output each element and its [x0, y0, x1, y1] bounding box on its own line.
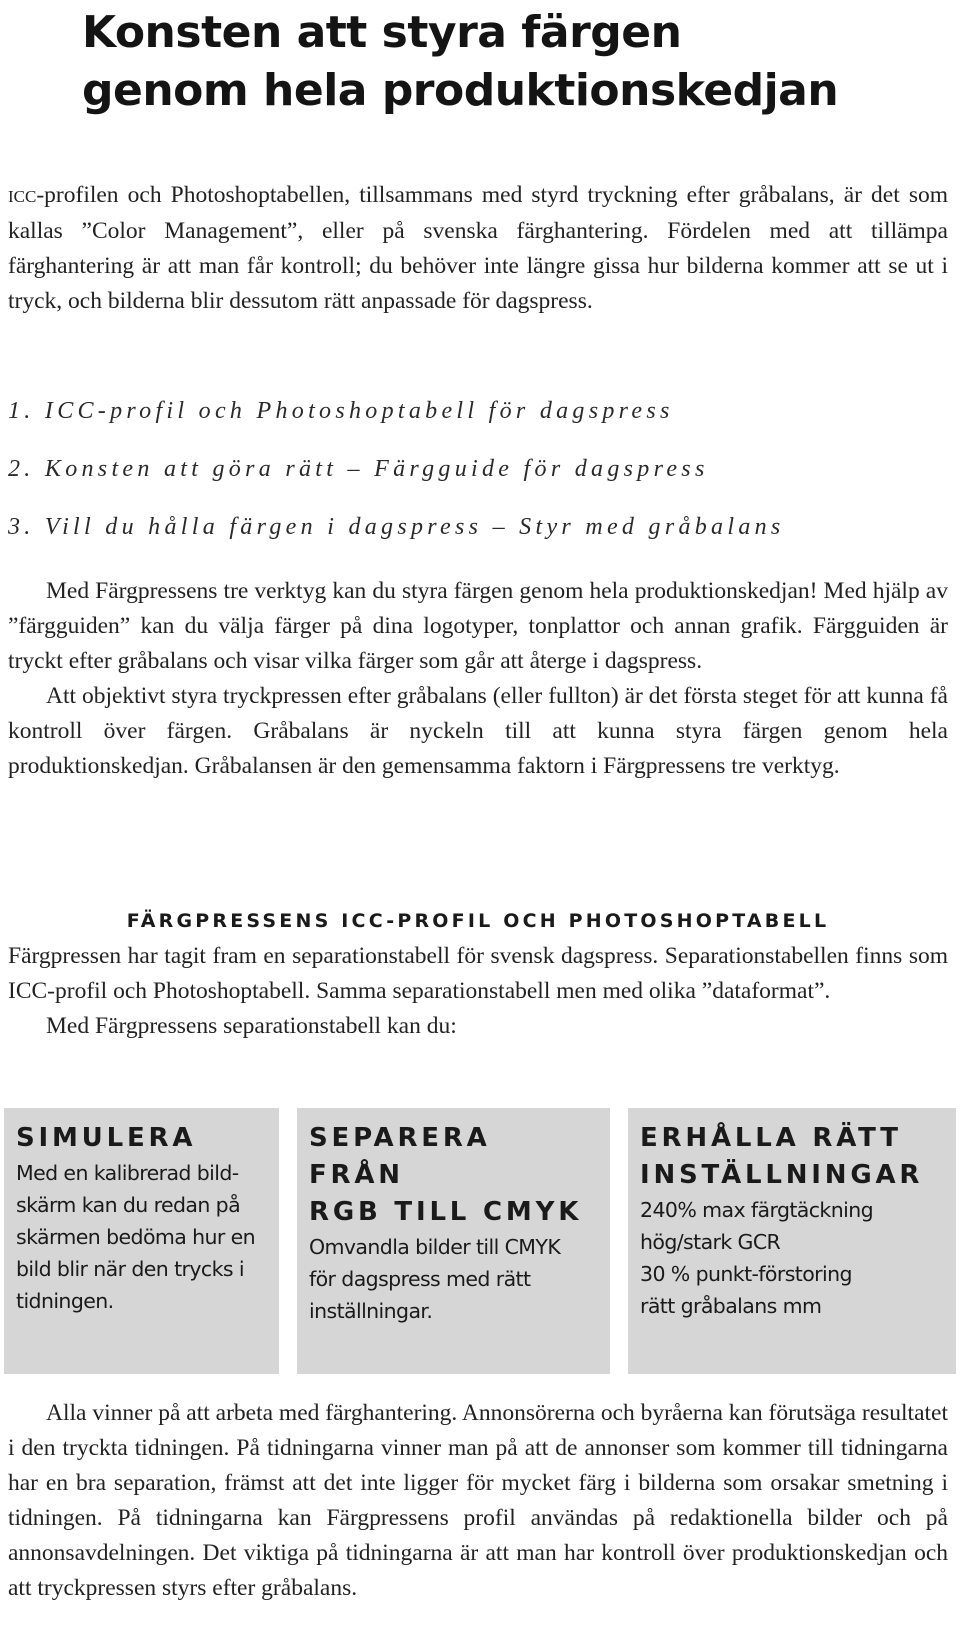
info-box-text	[309, 1231, 598, 1327]
title-line-2: genom hela produktionskedjan	[82, 65, 839, 116]
info-box-line: skärm kan du redan på	[16, 1193, 241, 1217]
info-box-title-line: ERHÅLLA RÄTT	[640, 1123, 902, 1153]
section-body	[8, 939, 948, 1044]
closing-paragraph: Alla vinner på att arbeta med färghantering. Annonsörerna och byråerna kan förutsäga resultatet i den tryckta tidningen. På tidningarna vinner man på att de annonser som kommer till tidningarna har en bra separation, främst att det inte ligger för mycket färg i bilderna som orsakar smetning i tidningen. På tidningarna kan Färgpressens profil användas på redaktionella bilder och på annonsavdelningen. Det viktiga på tidningarna är att man har kontroll över produktionskedjan och att tryckpressen styrs efter gråbalans.	[8, 1400, 948, 1601]
info-box-line: inställningar.	[309, 1299, 433, 1323]
info-box-title-line: INSTÄLLNINGAR	[640, 1160, 924, 1190]
info-box-title-line: RGB TILL CMYK	[309, 1197, 583, 1227]
section-paragraph-2: Med Färgpressens separationstabell kan du:	[46, 1013, 457, 1039]
intro-paragraph	[8, 178, 948, 319]
info-box-line: bild blir när den trycks i	[16, 1257, 244, 1281]
body-paragraph-1: Med Färgpressens tre verktyg kan du styra färgen genom hela produktionskedjan! Med hjälp av ”färgguiden” kan du välja färger på dina logotyper, tonplattor och annan grafik. Färgguiden är tryckt efter gråbalans och visar vilka färger som går att återge i dagspress.	[8, 578, 948, 674]
body-paragraph-2: Att objektivt styra tryckpressen efter gråbalans (eller fullton) är det första steget för att kunna få kontroll över färgen. Gråbalans är nyckeln till att kunna styra färgen genom hela produktionskedjan. Gråbalansen är den gemensamma faktorn i Färgpressens tre verktyg.	[8, 683, 948, 779]
info-box-settings	[628, 1108, 956, 1374]
info-box-text	[640, 1194, 944, 1322]
section-paragraph-1: Färgpressen har tagit fram en separationstabell för svensk dagspress. Separationstabellen finns som ICC-profil och Photoshoptabell. Samma separationstabell men med olika ”dataformat”.	[8, 943, 948, 1004]
info-box-simulate	[4, 1108, 279, 1374]
info-box-line: skärmen bedöma hur en	[16, 1225, 256, 1249]
body-section	[8, 574, 948, 784]
info-box-text	[16, 1157, 267, 1317]
section-heading: FÄRGPRESSENS ICC-PROFIL OCH PHOTOSHOPTABELL	[126, 910, 830, 932]
info-box-title	[640, 1120, 944, 1194]
list-item-color-guide: 2. Konsten att göra rätt – Färgguide för dagspress	[8, 456, 709, 482]
list-item-icc-profile: 1. ICC-profil och Photoshoptabell för dagspress	[8, 398, 674, 424]
info-box-line: tidningen.	[16, 1289, 114, 1313]
title-line-1: Konsten att styra färgen	[82, 7, 682, 58]
list-item-gray-balance: 3. Vill du hålla färgen i dagspress – Styr med gråbalans	[8, 514, 785, 540]
info-box-line: hög/stark GCR	[640, 1230, 781, 1254]
intro-text: -profilen och Photoshoptabellen, tillsammans med styrd tryckning efter gråbalans, är det som kallas ”Color Management”, eller på svenska färghantering. Fördelen med att tillämpa färghantering är att man får kontroll; du behöver inte längre gissa hur bilderna kommer att se ut i tryck, och bilderna blir dessutom rätt anpassade för dagspress.	[8, 182, 948, 314]
info-box-title	[309, 1120, 598, 1231]
info-box-separate	[297, 1108, 610, 1374]
info-box-line: för dagspress med rätt	[309, 1267, 531, 1291]
info-box-line: Med en kalibrerad bild-	[16, 1161, 239, 1185]
info-box-title-line: SEPARERA FRÅN	[309, 1123, 491, 1190]
info-box-line: rätt gråbalans mm	[640, 1294, 822, 1318]
icc-abbreviation: ICC	[8, 187, 37, 206]
info-box-line: 30 % punkt-förstoring	[640, 1262, 852, 1286]
page-title	[82, 4, 942, 120]
info-box-line: 240% max färgtäckning	[640, 1198, 873, 1222]
info-box-line: Omvandla bilder till CMYK	[309, 1235, 561, 1259]
info-box-title: SIMULERA	[16, 1123, 197, 1153]
